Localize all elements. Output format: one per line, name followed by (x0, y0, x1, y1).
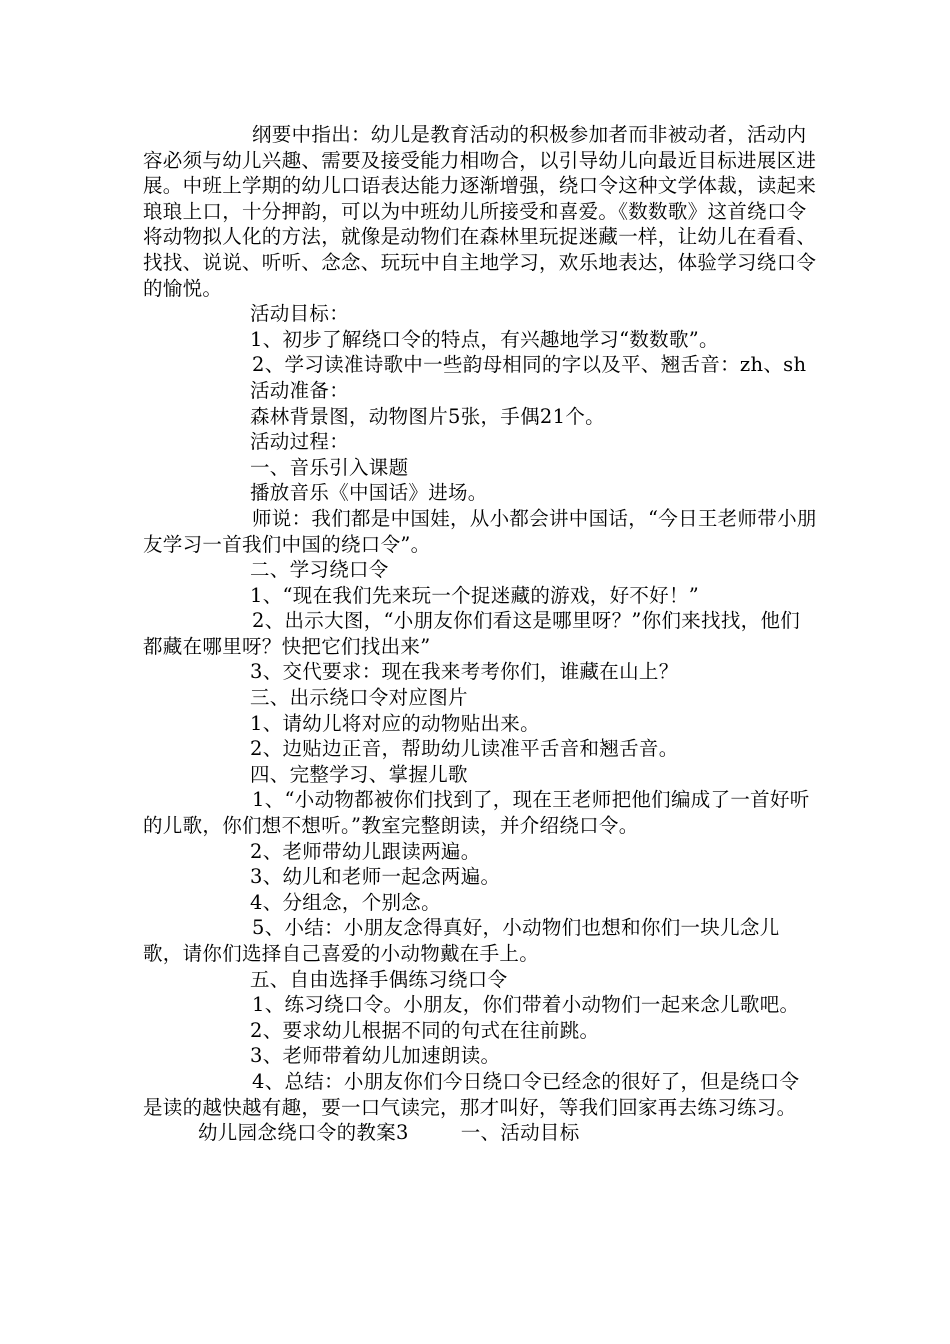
paragraph: 5、小结：小朋友念得真好，小动物们也想和你们一块儿念儿歌，请你们选择自己喜爱的小动物戴在手上。 (143, 916, 780, 965)
lesson-plan-title: 幼儿园念绕口令的教案3 (198, 1121, 409, 1145)
paragraph: 活动准备： (250, 378, 350, 402)
paragraph: 播放音乐《中国话》进场。 (250, 481, 488, 505)
paragraph: 2、学习读准诗歌中一些韵母相同的字以及平、翘舌音：zh、sh (252, 353, 807, 377)
paragraph: 森林背景图，动物图片5张，手偶21个。 (250, 404, 605, 428)
paragraph: 1、请幼儿将对应的动物贴出来。 (250, 711, 540, 735)
paragraph: 2、出示大图，“小朋友你们看这是哪里呀？”你们来找找，他们都藏在哪里呀？快把它们找出来” (143, 609, 801, 658)
paragraph: 3、幼儿和老师一起念两遍。 (250, 865, 501, 889)
paragraph: 3、交代要求：现在我来考考你们，谁藏在山上？ (250, 660, 679, 684)
paragraph: 2、老师带幼儿跟读两遍。 (250, 839, 481, 863)
paragraph: 2、边贴边正音，帮助幼儿读准平舌音和翘舌音。 (250, 737, 679, 761)
paragraph: 活动过程： (250, 430, 350, 454)
paragraph: 纲要中指出：幼儿是教育活动的积极参加者而非被动者，活动内容必须与幼儿兴趣、需要及接受能力相吻合，以引导幼儿向最近目标进展区进展。中班上学期的幼儿口语表达能力逐渐增强，绕口令这种文学体裁，读起来琅琅上口，十分押韵，可以为中班幼儿所接受和喜爱。《数数歌》这首绕口令将动物拟人化的方法，就像是动物们在森林里玩捉迷藏一样，让幼儿在看看、找找、说说、听听、念念、玩玩中自主地学习，欢乐地表达，体验学习绕口令的愉悦。 (143, 123, 817, 300)
paragraph: 一、音乐引入课题 (250, 455, 409, 479)
paragraph: 活动目标： (250, 302, 350, 326)
paragraph: 1、初步了解绕口令的特点，有兴趣地学习“数数歌”。 (250, 327, 719, 351)
paragraph: 四、完整学习、掌握儿歌 (250, 762, 468, 786)
paragraph: 1、“小动物都被你们找到了，现在王老师把他们编成了一首好听的儿歌，你们想不想听。”教室完整朗读，并介绍绕口令。 (143, 788, 810, 838)
paragraph: 五、自由选择手偶练习绕口令 (250, 967, 508, 991)
paragraph: 1、“现在我们先来玩一个捉迷藏的游戏，好不好！” (250, 583, 700, 607)
paragraph: 1、练习绕口令。小朋友，你们带着小动物们一起来念儿歌吧。 (252, 993, 800, 1017)
paragraph: 师说：我们都是中国娃，从小都会讲中国话，“今日王老师带小朋友学习一首我们中国的绕口令”。 (143, 506, 817, 556)
paragraph: 3、老师带着幼儿加速朗读。 (250, 1044, 501, 1068)
paragraph: 三、出示绕口令对应图片 (250, 686, 468, 710)
section-heading: 一、活动目标 (460, 1121, 580, 1145)
paragraph: 二、学习绕口令 (250, 558, 389, 582)
paragraph: 4、总结：小朋友你们今日绕口令已经念的很好了，但是绕口令是读的越快越有趣，要一口气读完，那才叫好，等我们回家再去练习练习。 (143, 1069, 800, 1119)
document-body (143, 122, 818, 1146)
paragraph: 4、分组念，个别念。 (250, 890, 441, 914)
paragraph: 2、要求幼儿根据不同的句式在往前跳。 (250, 1018, 600, 1042)
section-heading-line (143, 1120, 818, 1146)
